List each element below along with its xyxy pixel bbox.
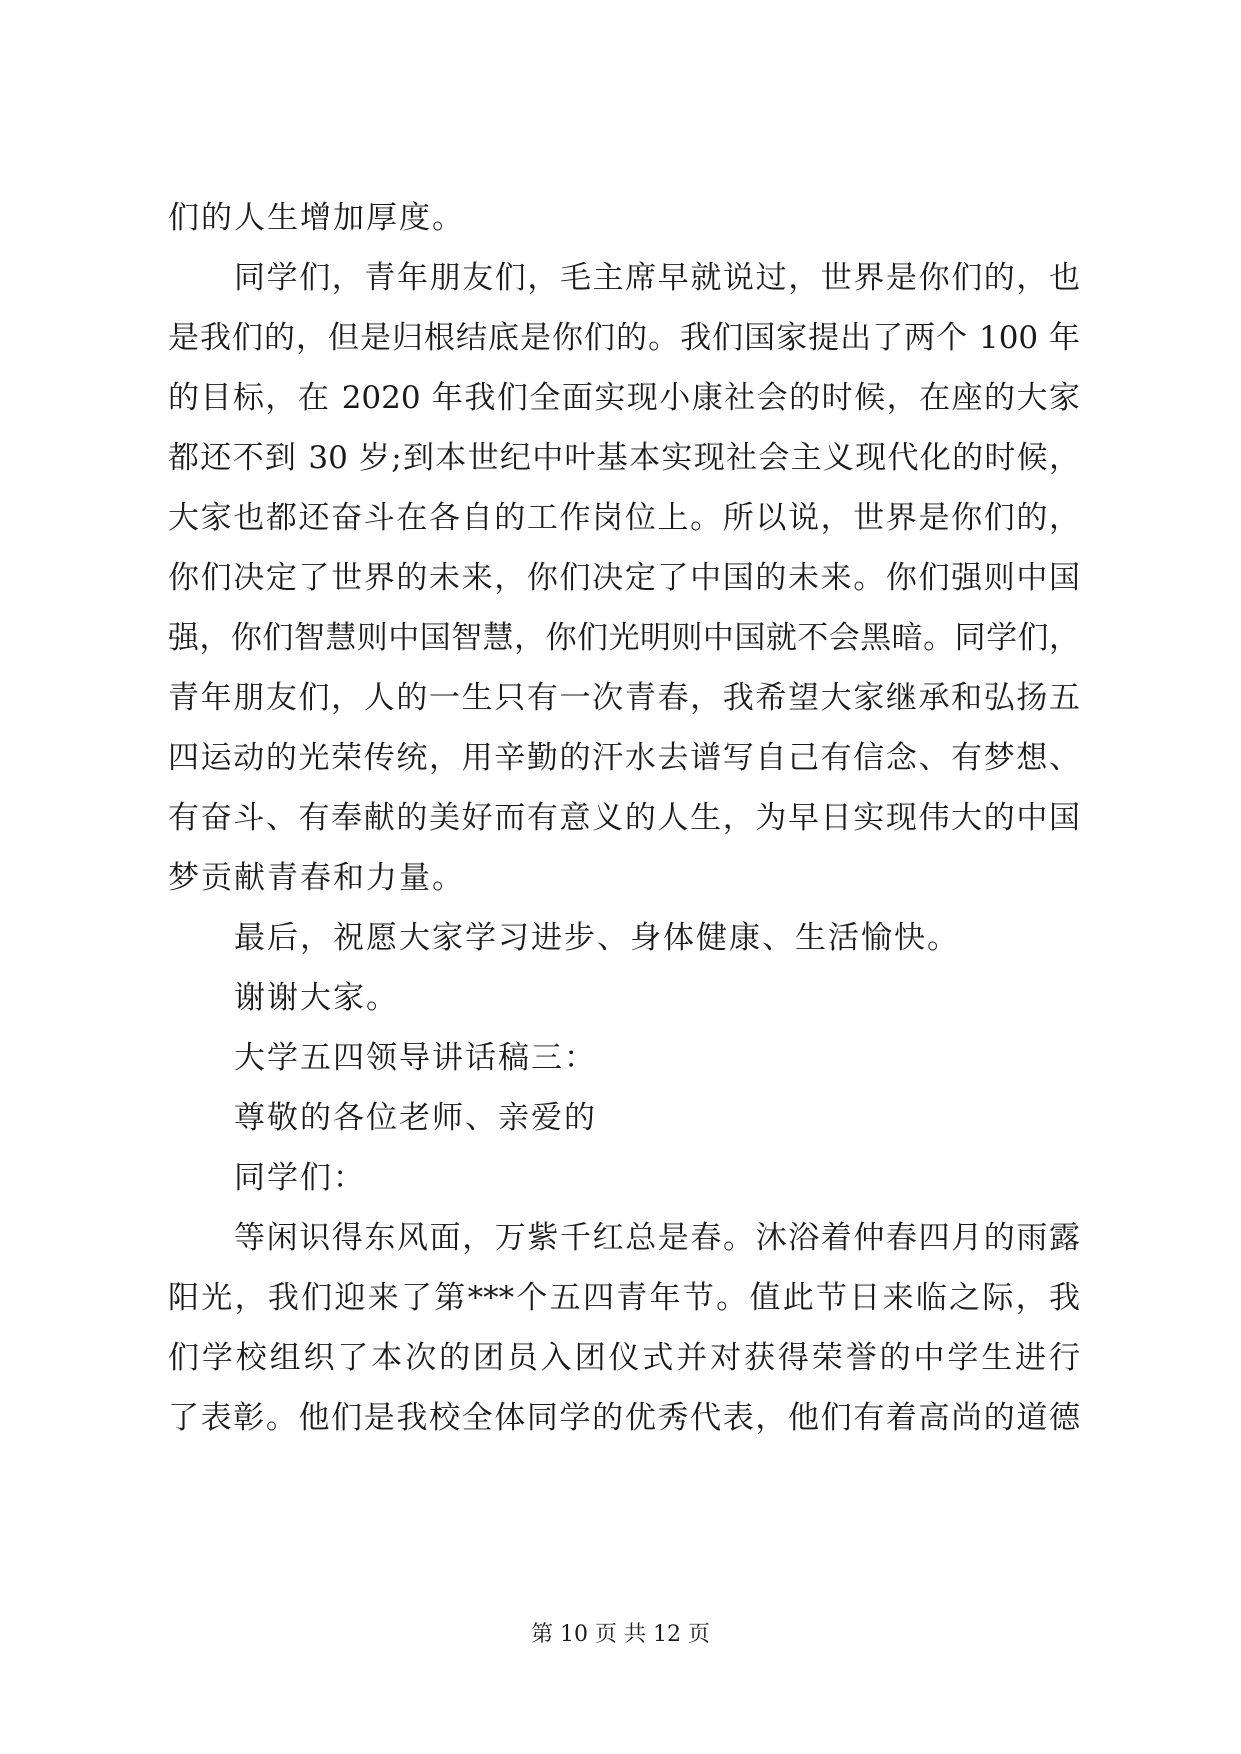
text-line: 谢谢大家。 [234,980,399,1016]
text-line: 四运动的光荣传统，用辛勤的汗水去谱写自己有信念、有梦想、 [168,740,1080,776]
text-line: 们的人生增加厚度。 [168,200,465,236]
text-line: 青年朋友们，人的一生只有一次青春，我希望大家继承和弘扬五 [168,680,1080,716]
text-line: 梦贡献青春和力量。 [168,860,465,896]
text-line: 阳光，我们迎来了第***个五四青年节。值此节日来临之际，我 [168,1280,1080,1316]
text-line: 都还不到 30 岁;到本世纪中叶基本实现社会主义现代化的时候， [168,440,1080,476]
text-line: 大家也都还奋斗在各自的工作岗位上。所以说，世界是你们的， [168,500,1080,536]
text-line: 有奋斗、有奉献的美好而有意义的人生，为早日实现伟大的中国 [168,800,1080,836]
page-footer: 第 10 页 共 12 页 [531,1622,710,1647]
text-line: 尊敬的各位老师、亲爱的 [234,1100,597,1136]
text-line: 们学校组织了本次的团员入团仪式并对获得荣誉的中学生进行 [168,1340,1080,1376]
text-line: 是我们的，但是归根结底是你们的。我们国家提出了两个 100 年 [168,320,1080,356]
text-line: 强，你们智慧则中国智慧，你们光明则中国就不会黑暗。同学们， [168,620,1080,656]
text-line: 大学五四领导讲话稿三： [234,1040,597,1076]
text-line: 你们决定了世界的未来，你们决定了中国的未来。你们强则中国 [168,560,1080,596]
text-line: 等闲识得东风面，万紫千红总是春。沐浴着仲春四月的雨露 [234,1220,1080,1256]
text-line: 了表彰。他们是我校全体同学的优秀代表，他们有着高尚的道德 [168,1400,1080,1436]
text-line: 最后，祝愿大家学习进步、身体健康、生活愉快。 [234,920,960,956]
text-line: 同学们，青年朋友们，毛主席早就说过，世界是你们的，也 [234,260,1080,296]
text-line: 同学们： [234,1160,366,1196]
text-line: 的目标，在 2020 年我们全面实现小康社会的时候，在座的大家 [168,380,1080,416]
document-body [168,188,1080,1448]
